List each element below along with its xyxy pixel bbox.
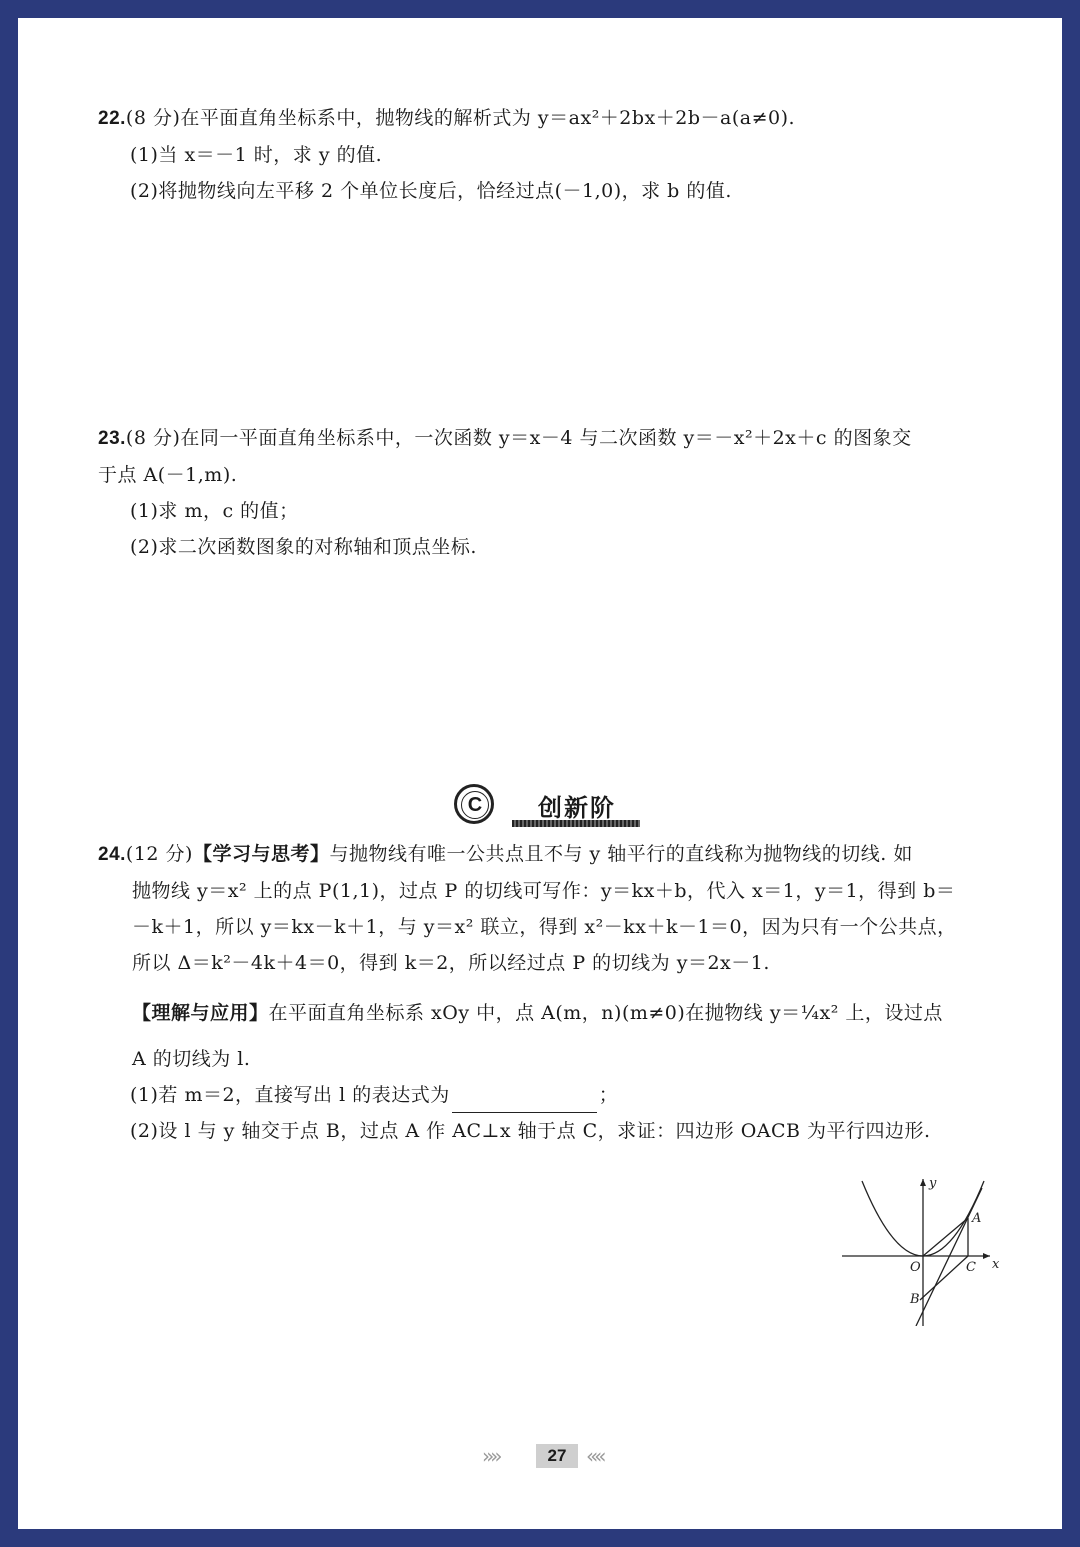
question-score: (12 分) bbox=[125, 843, 193, 865]
tangent-line bbox=[916, 1188, 982, 1326]
question-text-line: 与抛物线有唯一公共点且不与 y 轴平行的直线称为抛物线的切线. 如 bbox=[329, 843, 913, 865]
question-stem-continued: 于点 A(－1,m). bbox=[98, 464, 238, 486]
right-chevrons-icon: »» bbox=[482, 1444, 499, 1468]
page bbox=[18, 18, 1062, 1529]
question-number: 23. bbox=[98, 428, 126, 449]
page-number-footer bbox=[480, 1442, 620, 1472]
sub-question-1: (1)求 m，c 的值； bbox=[130, 500, 299, 522]
question-24 bbox=[98, 836, 957, 1149]
label-o: O bbox=[910, 1260, 921, 1275]
section-header bbox=[454, 784, 644, 830]
label-x: x bbox=[992, 1257, 1000, 1272]
question-number: 24. bbox=[98, 844, 126, 865]
page-number: 27 bbox=[536, 1444, 578, 1468]
section-icon-letter: C bbox=[461, 791, 489, 819]
x-axis-arrow bbox=[983, 1253, 990, 1259]
segment-oa bbox=[923, 1218, 968, 1256]
question-23 bbox=[98, 420, 912, 565]
label-b: B bbox=[910, 1292, 920, 1307]
label-y: y bbox=[929, 1176, 937, 1191]
question-number: 22. bbox=[98, 108, 126, 129]
section-c-icon bbox=[454, 784, 494, 824]
segment-cb bbox=[920, 1256, 968, 1300]
question-stem: (8 分)在同一平面直角坐标系中，一次函数 y＝x－4 与二次函数 y＝－x²＋2x＋c 的图象交 bbox=[125, 427, 912, 449]
question-text-line: 在平面直角坐标系 xOy 中，点 A(m，n)(m≠0)在抛物线 y＝¼x² 上，设过点 bbox=[268, 1002, 943, 1024]
sub-question-1-end: ； bbox=[598, 1084, 619, 1106]
parabola-figure bbox=[840, 1176, 1010, 1326]
left-chevrons-icon: «« bbox=[586, 1444, 603, 1468]
sub-question-2: (2)将抛物线向左平移 2 个单位长度后，恰经过点(－1,0)，求 b 的值. bbox=[130, 180, 732, 202]
question-text-line: －k＋1，所以 y＝kx－k＋1，与 y＝x² 联立，得到 x²－kx＋k－1＝0，因为只有一个公共点， bbox=[132, 916, 957, 938]
tag-apply: 【理解与应用】 bbox=[132, 1002, 269, 1024]
sub-question-1: (1)当 x＝－1 时，求 y 的值. bbox=[130, 144, 383, 166]
question-22 bbox=[98, 100, 795, 209]
question-text-line: A 的切线为 l. bbox=[132, 1048, 251, 1070]
question-text-line: 所以 Δ＝k²－4k＋4＝0，得到 k＝2，所以经过点 P 的切线为 y＝2x－1. bbox=[132, 952, 770, 974]
section-title: 创新阶 bbox=[538, 794, 616, 822]
label-a: A bbox=[972, 1211, 982, 1226]
tag-study: 【学习与思考】 bbox=[192, 843, 330, 865]
y-axis-arrow bbox=[920, 1179, 926, 1186]
question-stem: (8 分)在平面直角坐标系中，抛物线的解析式为 y＝ax²＋2bx＋2b－a(a≠0). bbox=[125, 107, 796, 129]
sub-question-1: (1)若 m＝2，直接写出 l 的表达式为 bbox=[130, 1084, 450, 1106]
sub-question-2: (2)设 l 与 y 轴交于点 B，过点 A 作 AC⊥x 轴于点 C，求证：四边形 OACB 为平行四边形. bbox=[130, 1120, 931, 1142]
label-c: C bbox=[966, 1260, 976, 1275]
sub-question-2: (2)求二次函数图象的对称轴和顶点坐标. bbox=[130, 536, 477, 558]
question-text-line: 抛物线 y＝x² 上的点 P(1,1)，过点 P 的切线可写作：y＝kx＋b，代入 x＝1，y＝1，得到 b＝ bbox=[132, 880, 956, 902]
answer-blank[interactable] bbox=[452, 1090, 597, 1113]
